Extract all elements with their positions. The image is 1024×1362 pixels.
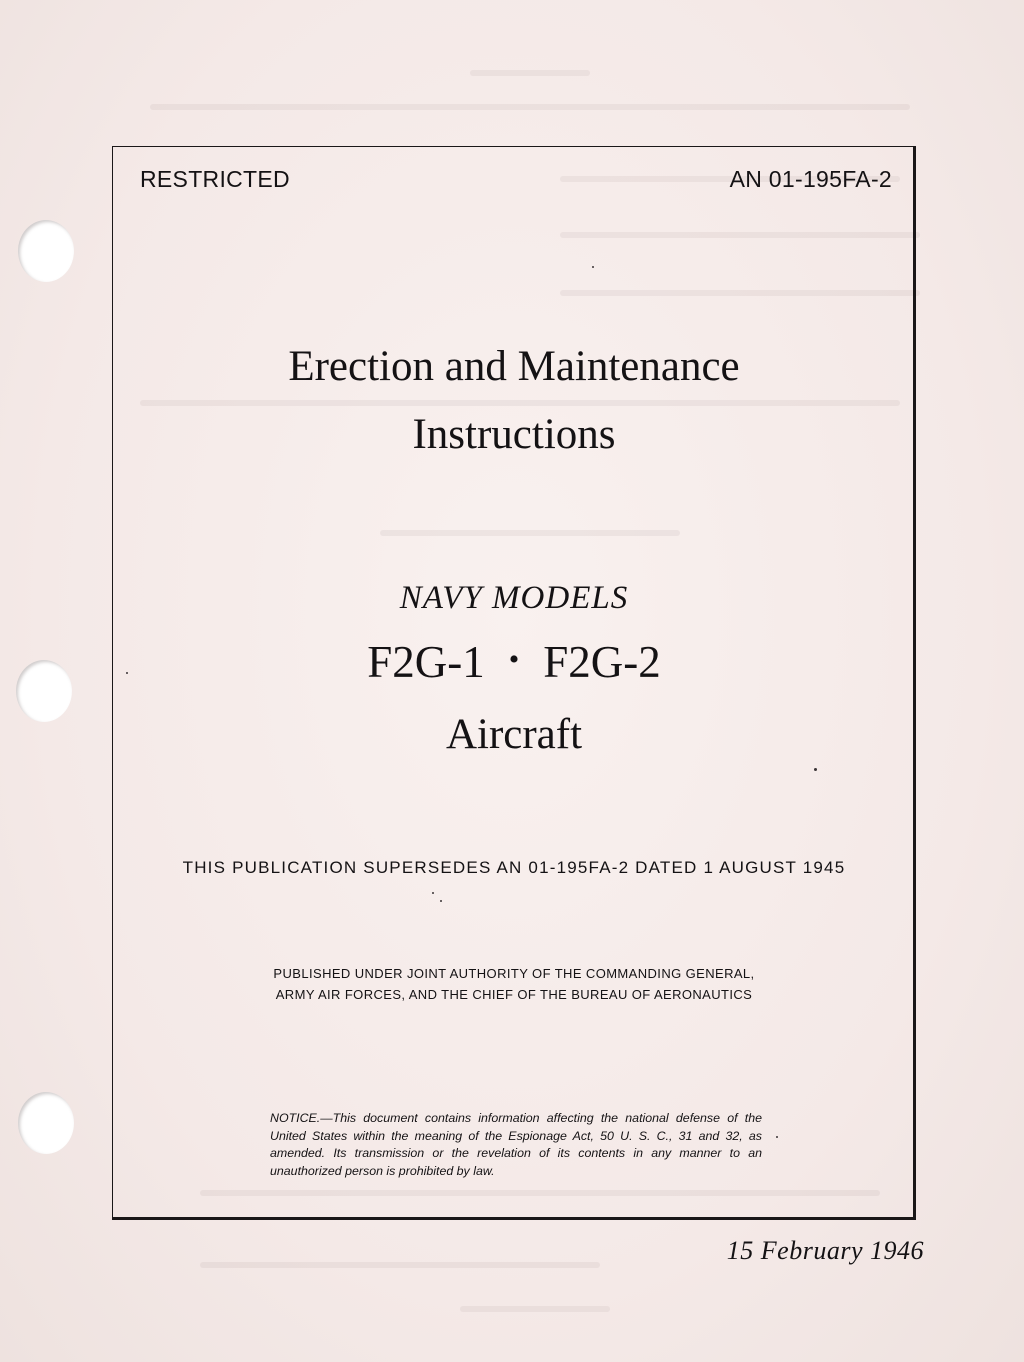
subtitle: NAVY MODELS xyxy=(399,580,629,616)
paper-speck xyxy=(432,892,434,894)
model-separator: • xyxy=(508,643,520,676)
classification-label: RESTRICTED xyxy=(140,166,290,192)
bleed-through-mark xyxy=(200,1262,600,1268)
paper-speck xyxy=(440,900,442,902)
model-1: F2G-1 xyxy=(367,637,485,687)
bleed-through-mark xyxy=(470,70,590,76)
punch-hole xyxy=(16,660,72,722)
aircraft-label: Aircraft xyxy=(445,711,583,758)
model-2: F2G-2 xyxy=(543,637,661,687)
punch-hole xyxy=(18,220,74,282)
paper-speck xyxy=(814,768,817,771)
model-designations xyxy=(112,636,916,688)
title-line-2: Instructions xyxy=(412,411,616,458)
published-authority-line-2: ARMY AIR FORCES, AND THE CHIEF OF THE BUREAU OF AERONAUTICS xyxy=(275,987,753,1002)
published-authority-line-1: PUBLISHED UNDER JOINT AUTHORITY OF THE COMMANDING GENERAL, xyxy=(273,966,755,981)
publication-date: 15 February 1946 xyxy=(726,1236,924,1265)
bleed-through-mark xyxy=(460,1306,610,1312)
title-line-1: Erection and Maintenance xyxy=(288,343,740,390)
security-notice: NOTICE.—This document contains information affecting the national defense of the United States within the meaning of the Espionage Act, 50 U. S. C., 31 and 32, as amended. Its transmission or the revelation of its contents in any manner to an unauthorized person is prohibited by law. xyxy=(270,1111,762,1178)
bleed-through-mark xyxy=(150,104,910,110)
punch-hole xyxy=(18,1092,74,1154)
supersedes-statement: THIS PUBLICATION SUPERSEDES AN 01-195FA-2 DATED 1 AUGUST 1945 xyxy=(182,858,846,877)
paper-speck xyxy=(776,1136,778,1138)
paper-speck xyxy=(126,672,128,674)
paper-speck xyxy=(592,266,594,268)
document-number: AN 01-195FA-2 xyxy=(729,166,892,192)
